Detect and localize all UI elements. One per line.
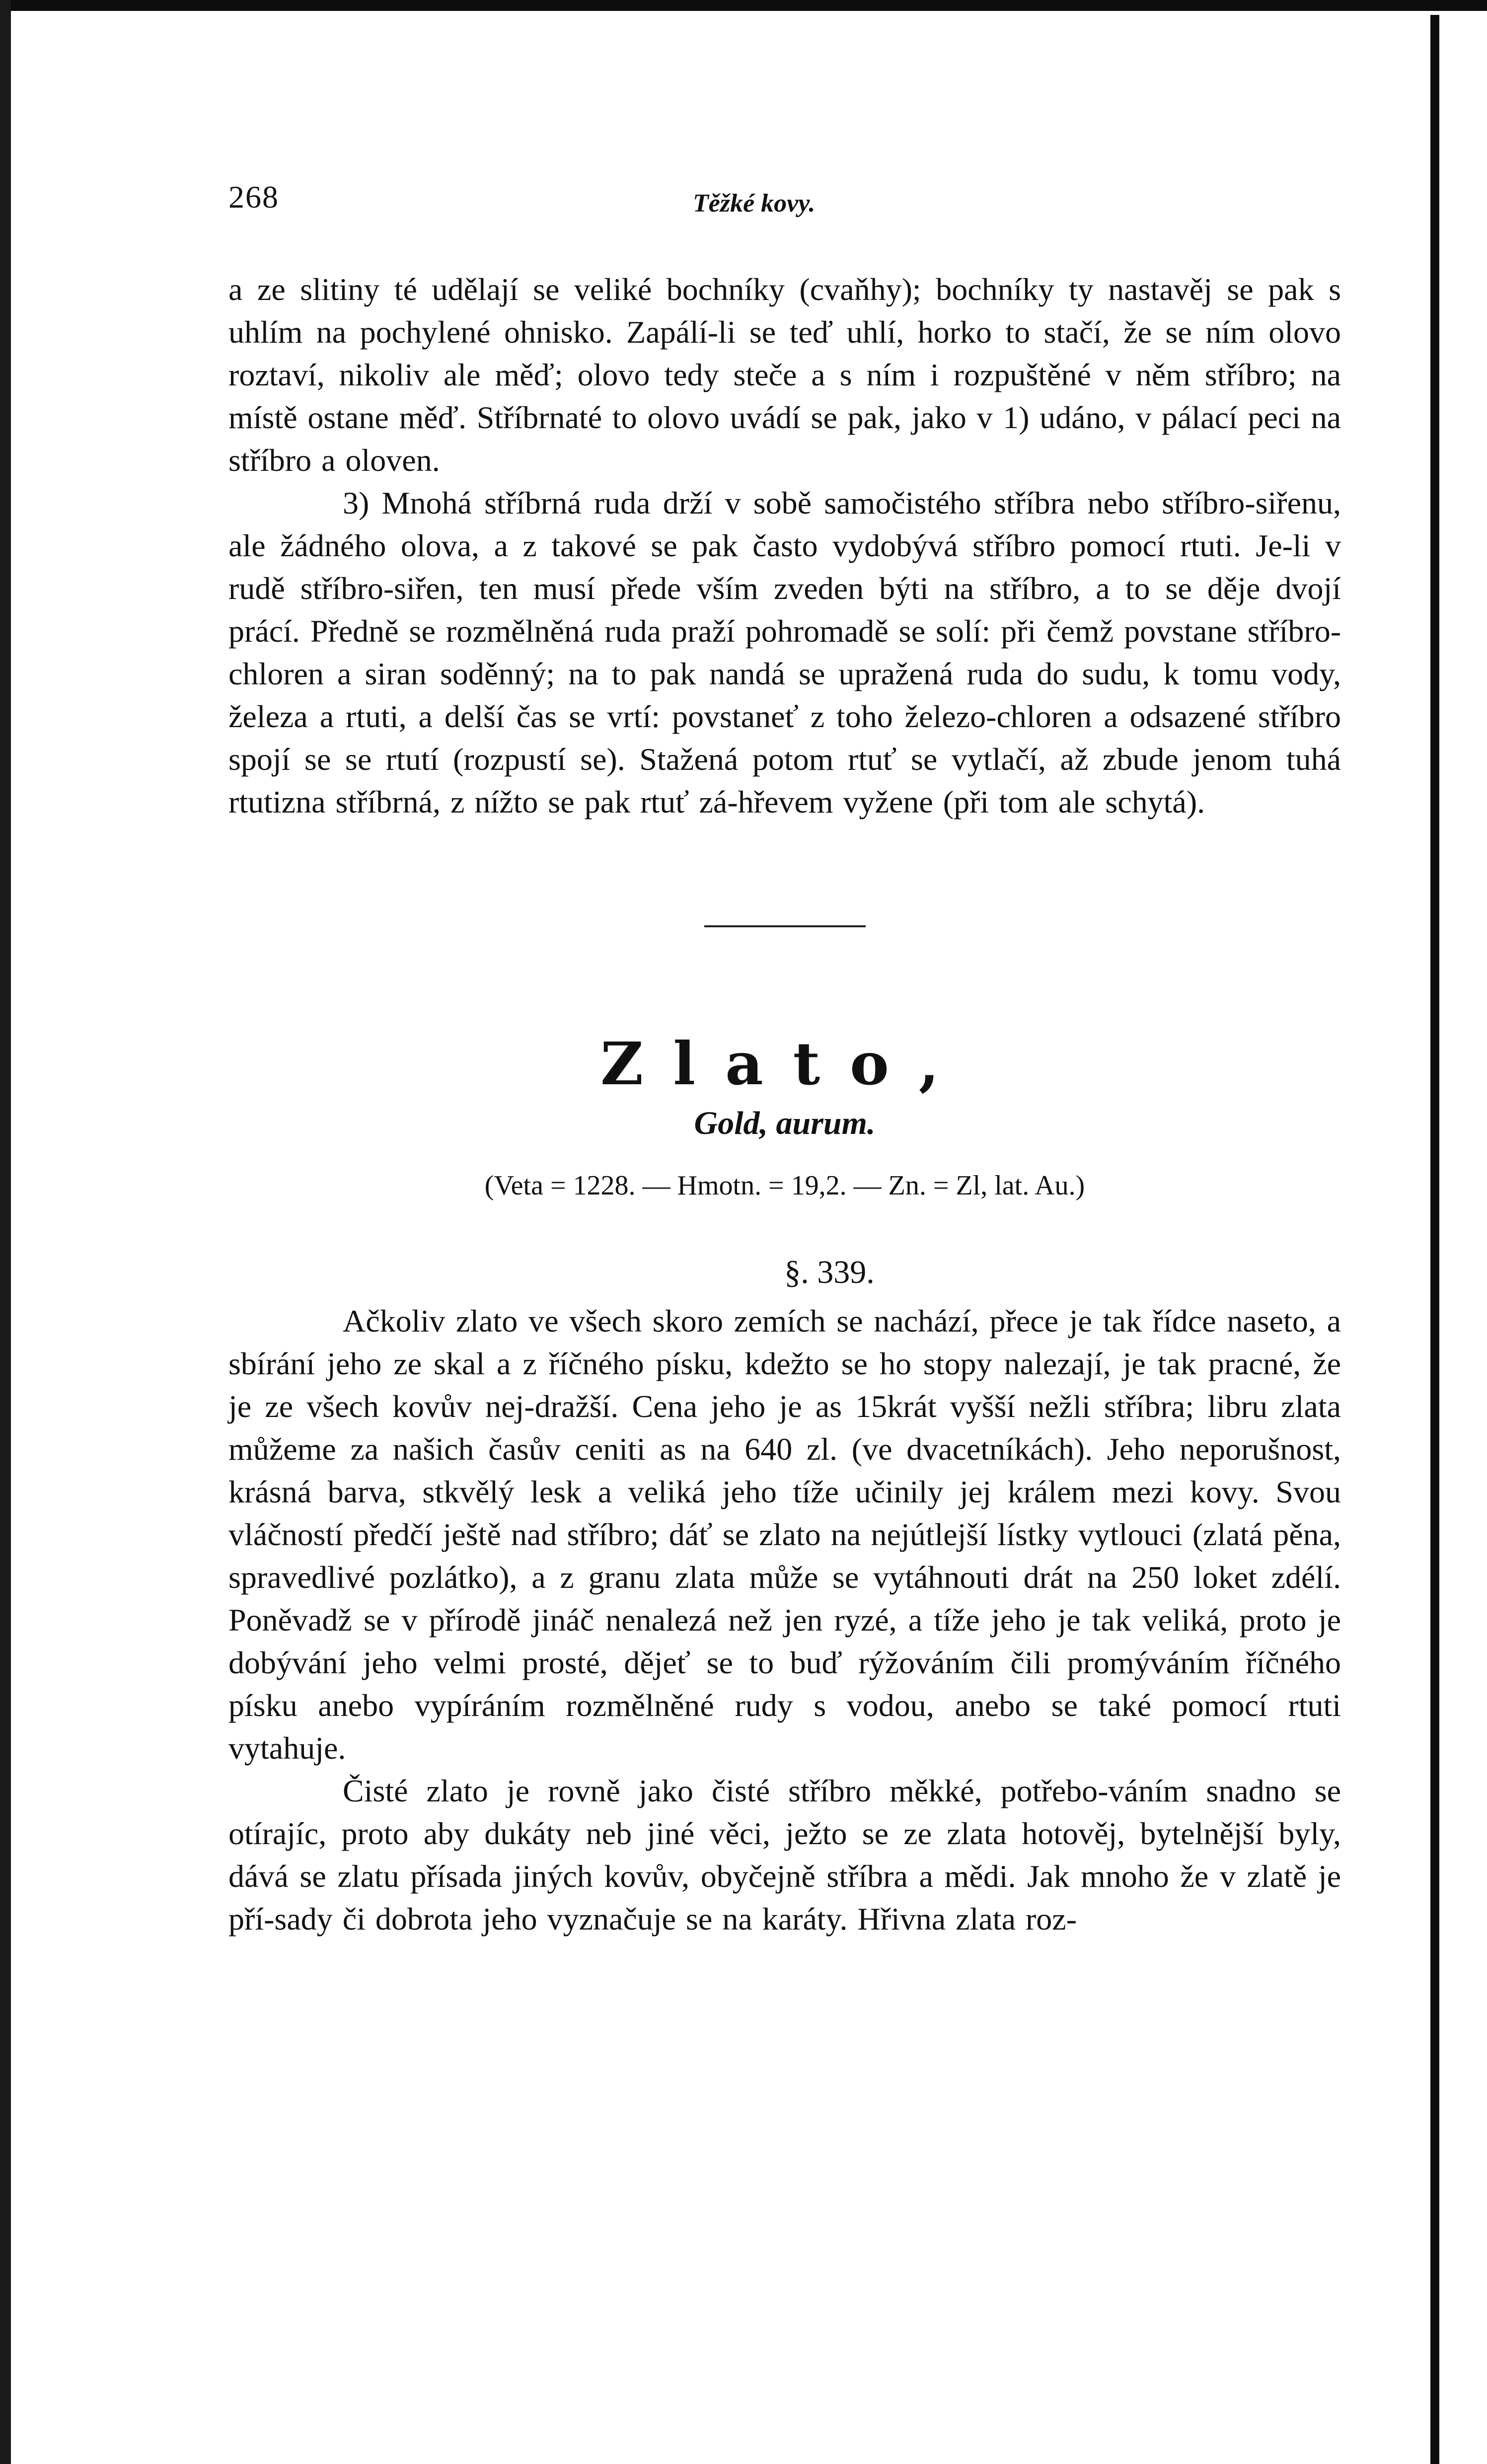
section-properties: (Veta = 1228. — Hmotn. = 19,2. — Zn. = Zl, lat. Au.) [484, 1170, 1085, 1201]
scan-edge-right [1430, 15, 1439, 2464]
paragraph-number: §. 339. [784, 1254, 875, 1290]
section-title: Zlato, [600, 1029, 969, 1098]
scan-edge-top [0, 0, 1487, 11]
paragraph-pure-gold: Čisté zlato je rovně jako čisté stříbro měkké, potřebo-váním snadno se otírajíc, proto aby dukáty neb jiné věci, ježto se ze zlata hotověj, bytelnější byly, dává se zlatu přísada jiných kovův, obyčejně stříbra a mědi. Jak mnoho že v zlatě je pří-sady či dobrota jeho vyznačuje se na karáty. Hřivna zlata roz- [228, 1773, 1341, 1937]
paragraph-continuation: a ze slitiny té udělají se veliké bochníky (cvaňhy); bochníky ty nastavěj se pak s uhlím na pochylené ohnisko. Zapálí-li se teď uhlí, horko to stačí, že se ním olovo roztaví, nikoliv ale měď; olovo tedy steče a s ním i rozpuštěné v něm stříbro; na místě ostane měď. Stříbrnaté to olovo uvádí se pak, jako v 1) udáno, v pálací peci na stříbro a oloven. [228, 272, 1341, 478]
running-head [228, 169, 1341, 228]
section-divider [704, 925, 866, 927]
scan-edge-left [0, 0, 11, 2464]
section-subtitle: Gold, aurum. [694, 1105, 876, 1141]
running-title: Těžké kovy. [693, 189, 816, 218]
book-page [228, 169, 1341, 1941]
paragraph-silver-ore: 3) Mnohá stříbrná ruda drží v sobě samočistého stříbra nebo stříbro-siřenu, ale žádného olova, a z takové se pak často vydobývá stříbro pomocí rtuti. Je-li v rudě stříbro-siřen, ten musí přede vším zveden býti na stříbro, a to se děje dvojí prácí. Předně se rozmělněná ruda praží pohromadě se solí: při čemž povstane stříbro-chloren a siran soděnný; na to pak nandá se upražená ruda do sudu, k tomu vody, železa a rtuti, a delší čas se vrtí: povstaneť z toho železo-chloren a odsazené stříbro spojí se se rtutí (rozpustí se). Stažená potom rtuť se vytlačí, až zbude jenom tuhá rtutizna stříbrná, z nížto se pak rtuť zá-hřevem vyžene (při tom ale schytá). [228, 485, 1341, 820]
page-number: 268 [228, 179, 279, 215]
paragraph-gold-intro: Ačkoliv zlato ve všech skoro zemích se nachází, přece je tak řídce naseto, a sbírání jeho ze skal a z říčného písku, kdežto se ho stopy nalezají, je tak pracné, že je ze všech kovův nej-dražší. Cena jeho je as 15krát vyšší nežli stříbra; libru zlata můžeme za našich časův ceniti as na 640 zl. (ve dvacetníkách). Jeho neporušnost, krásná barva, stkvělý lesk a veliká jeho tíže učinily jej králem mezi kovy. Svou vláčností předčí ještě nad stříbro; dáť se zlato na nejútlejší lístky vytlouci (zlatá pěna, spravedlivé pozlátko), a z granu zlata může se vytáhnouti drát na 250 loket zdélí. Poněvadž se v přírodě jináč nenalezá než jen ryzé, a tíže jeho je tak veliká, proto je dobývání jeho velmi prosté, dějeť se to buď rýžováním čili promýváním říčného písku anebo vypíráním rozmělněné rudy s vodou, anebo se také pomocí rtuti vytahuje. [228, 1303, 1341, 1766]
